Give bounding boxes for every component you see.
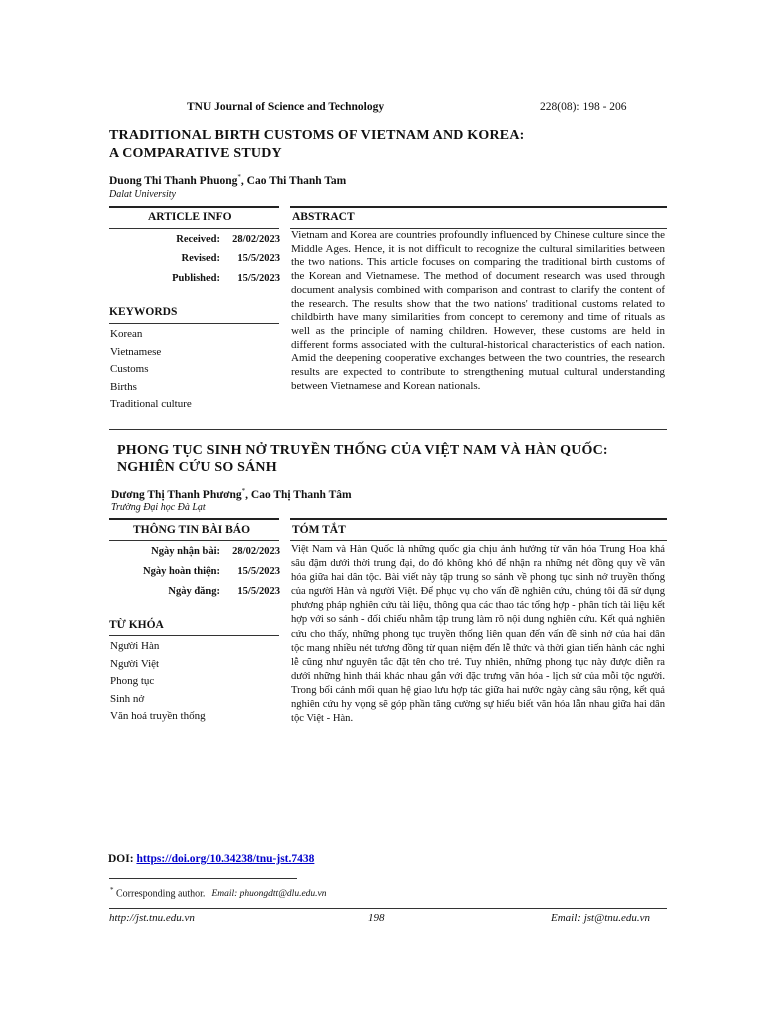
published-label: Published:	[172, 273, 220, 284]
footer-url[interactable]: http://jst.tnu.edu.vn	[109, 912, 195, 924]
rule	[109, 206, 279, 208]
english-affiliation: Dalat University	[109, 189, 176, 200]
footnote-rule	[109, 878, 297, 879]
keyword-item: Người Hàn	[110, 640, 160, 652]
english-abstract: Vietnam and Korea are countries profoundly influenced by Chinese culture since the Middle Ages. Hence, it is not difficult to recognize the cultural similarities between the two nations. This article focuses on comparing the traditional birth customs of the Korean and Vietnamese. The method of document research was used through document analysis combined with comparison and contrast to clarify the content of the research. The results show that the two nations' traditional customs related to childbirth have many similarities from concept to ceremony and time of rituals as well as the principle of naming children. However, these customs are held in different forms associated with the cultural-historical characteristics of each nation. Amid the deepening cooperative exchanges between the two countries, the research results are expected to contribute to strengthening mutual cultural understanding between Vietnamese and Korean nationals.	[291, 229, 665, 392]
rule	[290, 206, 667, 208]
revised-value: 15/5/2023	[237, 253, 280, 264]
revised-row	[110, 566, 280, 577]
vietnamese-abstract: Việt Nam và Hàn Quốc là những quốc gia chịu ảnh hưởng từ văn hóa Trung Hoa khá sâu đậm dưới thời trung đại, do đó không khó để nhận ra những nét đồng quy về văn hóa giữa hai dân tộc. Bài viết này tập trung so sánh về phong tục sinh nở truyền thống của người Hàn và người Việt. Để phục vụ cho vấn đề nghiên cứu, chúng tôi đã sử dụng phương pháp nghiên cứu tài liệu, thông qua các thao tác tổng hợp - phân tích tài liệu kết hợp với so sánh - đối chiếu nhằm tập trung làm rõ nội dung nghiên cứu. Kết quả nghiên cứu cho thấy, những phong tục truyền thống liên quan đến vấn đề sinh nở của hai dân tộc mang nhiều nét tương đồng từ quan niệm đến lễ thức và thời gian tiến hành các nghi lễ cũng như nguyên tắc đặt tên cho trẻ. Tuy nhiên, những phong tục này được diễn ra dưới những hình thái khác nhau gắn với đặc trưng văn hóa - lịch sử của mỗi tộc người. Trong bối cảnh mối quan hệ giao lưu hợp tác giữa hai nước ngày càng sâu rộng, kết quả nghiên cứu hy vọng sẽ góp phần tăng cường sự hiểu biết văn hóa lẫn nhau giữa hai dân tộc Việt - Hàn.	[291, 544, 665, 725]
keyword-item: Vietnamese	[110, 345, 162, 358]
doi-label: DOI:	[108, 853, 137, 865]
keyword-item: Customs	[110, 363, 149, 375]
footer-rule	[109, 908, 667, 909]
footnote-mark: *	[110, 886, 114, 894]
corresponding-mark: *	[241, 487, 246, 495]
abstract-heading: ABSTRACT	[292, 211, 355, 223]
received-row	[110, 234, 280, 245]
keyword-item: Người Việt	[110, 657, 160, 670]
first-author: Duong Thi Thanh Phuong	[109, 174, 238, 187]
keyword-item: Phong tục	[110, 675, 155, 687]
published-row	[110, 586, 280, 597]
revised-label: Revised:	[181, 253, 220, 264]
article-info-heading: ARTICLE INFO	[148, 211, 232, 223]
keywords-heading: KEYWORDS	[109, 306, 178, 318]
rule	[109, 429, 667, 430]
abstract-heading: TÓM TẮT	[292, 524, 346, 536]
vietnamese-title	[117, 442, 677, 476]
received-label: Received:	[176, 234, 220, 245]
vietnamese-title-line-2: NGHIÊN CỨU SO SÁNH	[117, 460, 277, 475]
published-row	[110, 273, 280, 284]
revised-value: 15/5/2023	[237, 566, 280, 577]
doi-link[interactable]: https://doi.org/10.34238/tnu-jst.7438	[136, 853, 315, 865]
footer-email[interactable]: Email: jst@tnu.edu.vn	[551, 912, 651, 924]
revised-label: Ngày hoàn thiện:	[142, 566, 220, 577]
page-number: 198	[368, 912, 385, 924]
published-value: 15/5/2023	[237, 586, 280, 597]
vietnamese-title-line-1: PHONG TỤC SINH NỞ TRUYỀN THỐNG CỦA VIỆT NAM VÀ HÀN QUỐC:	[117, 443, 608, 458]
english-title	[109, 127, 669, 163]
rule	[109, 635, 279, 636]
published-value: 15/5/2023	[237, 273, 280, 284]
journal-name: TNU Journal of Science and Technology	[187, 101, 385, 113]
received-row	[110, 546, 280, 557]
footnote-text: Corresponding author.	[113, 888, 206, 900]
article-info-heading: THÔNG TIN BÀI BÁO	[133, 524, 251, 536]
keyword-list	[110, 326, 192, 414]
journal-issue: 228(08): 198 - 206	[540, 101, 627, 113]
rule	[109, 540, 279, 541]
keyword-item: Văn hoá truyền thống	[110, 710, 206, 722]
doi-line	[108, 853, 314, 865]
first-author: Dương Thị Thanh Phương	[111, 488, 242, 501]
rule	[290, 518, 667, 520]
keyword-item: Korean	[110, 328, 143, 340]
keywords-heading: TỪ KHÓA	[109, 619, 164, 631]
footnote	[110, 886, 327, 899]
second-author: , Cao Thị Thanh Tâm	[245, 488, 352, 501]
vietnamese-affiliation: Trường Đại học Đà Lạt	[111, 502, 206, 513]
corresponding-mark: *	[237, 173, 241, 181]
keyword-item: Births	[110, 380, 137, 393]
keyword-item: Sinh nở	[110, 692, 145, 705]
rule	[109, 323, 279, 324]
rule	[109, 228, 279, 229]
received-label: Ngày nhận bài:	[151, 546, 220, 557]
second-author: , Cao Thi Thanh Tam	[240, 174, 347, 187]
received-value: 28/02/2023	[232, 546, 280, 557]
english-title-line-1: TRADITIONAL BIRTH CUSTOMS OF VIETNAM AND KOREA:	[109, 128, 525, 143]
english-title-line-2: A COMPARATIVE STUDY	[109, 146, 282, 161]
rule	[290, 540, 667, 541]
footnote-email: Email: phuongdtt@dlu.edu.vn	[211, 889, 327, 900]
vietnamese-authors	[111, 487, 352, 501]
revised-row	[110, 253, 280, 264]
keyword-item: Traditional culture	[110, 398, 192, 410]
keyword-list	[110, 638, 206, 726]
published-label: Ngày đăng:	[168, 586, 220, 597]
rule	[109, 518, 279, 520]
english-authors	[109, 173, 346, 187]
received-value: 28/02/2023	[232, 234, 280, 245]
